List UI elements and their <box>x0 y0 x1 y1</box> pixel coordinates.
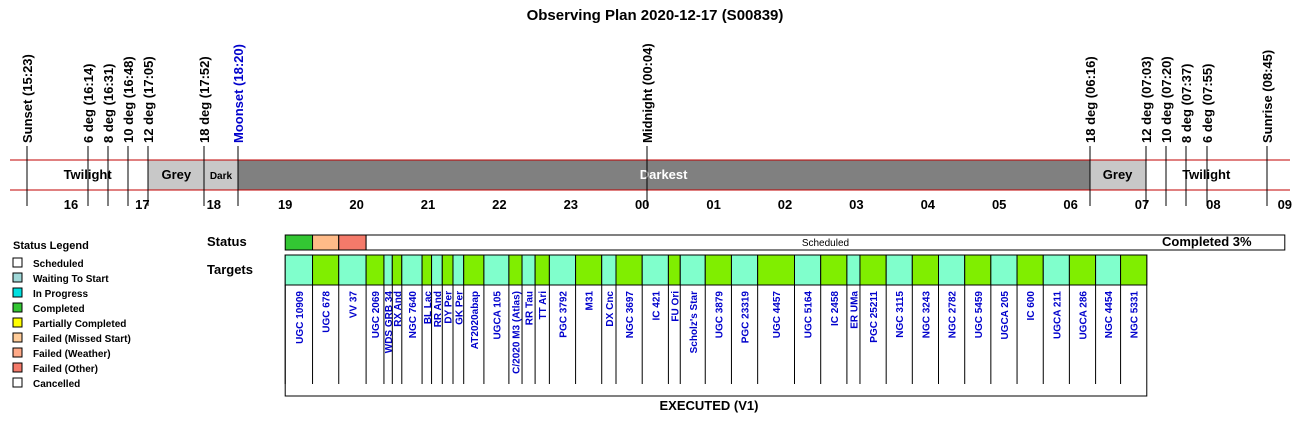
target-block <box>549 255 575 285</box>
completed-percent: Completed 3% <box>1162 234 1252 249</box>
target-block <box>602 255 616 285</box>
target-block <box>453 255 464 285</box>
target-name: ER UMa <box>849 291 861 329</box>
targets-row <box>285 255 1147 396</box>
legend-swatch <box>13 378 22 387</box>
hour-label: 08 <box>1206 197 1221 212</box>
target-block <box>860 255 886 285</box>
target-block <box>339 255 366 285</box>
target-block <box>509 255 522 285</box>
event-label: 10 deg (16:48) <box>121 56 136 143</box>
target-name: NGC 5331 <box>1129 291 1141 339</box>
target-name: UGC 10909 <box>294 291 306 344</box>
event-label: 12 deg (17:05) <box>141 56 156 143</box>
target-block <box>939 255 965 285</box>
event-label: 6 deg (16:14) <box>81 63 96 143</box>
target-name: UGCA 205 <box>999 291 1011 340</box>
target-name: UGCA 211 <box>1052 291 1064 339</box>
legend-item-label: Scheduled <box>33 259 84 270</box>
legend-item-label: Waiting To Start <box>33 274 109 285</box>
hour-label: 09 <box>1277 197 1293 212</box>
target-name: VV 37 <box>348 291 360 319</box>
legend-swatch <box>13 318 22 327</box>
legend-item-label: Failed (Missed Start) <box>33 334 131 345</box>
legend-swatch <box>13 258 22 267</box>
legend-swatch <box>13 333 22 342</box>
target-name: IC 2458 <box>829 291 841 327</box>
legend-item-label: Failed (Weather) <box>33 349 111 360</box>
target-name: UGC 678 <box>321 291 333 333</box>
target-name: BL Lac <box>422 291 434 325</box>
status-legend <box>13 240 131 390</box>
event-label: 12 deg (07:03) <box>1139 56 1154 143</box>
target-block <box>402 255 422 285</box>
plan-title: Observing Plan 2020-12-17 (S00839) <box>526 7 784 24</box>
target-name: PGC 3792 <box>558 291 570 338</box>
target-block <box>1096 255 1121 285</box>
target-name: UGC 5164 <box>803 291 815 339</box>
event-label: 18 deg (06:16) <box>1083 56 1098 143</box>
hour-label: 04 <box>920 197 936 212</box>
target-name: DX Cnc <box>604 291 616 327</box>
target-block <box>821 255 847 285</box>
target-name: AT2020abap <box>469 291 481 350</box>
target-block <box>1069 255 1095 285</box>
event-label: 18 deg (17:52) <box>197 56 212 143</box>
target-block <box>313 255 339 285</box>
event-label: 10 deg (07:20) <box>1159 56 1174 143</box>
target-block <box>442 255 453 285</box>
target-name: NGC 4454 <box>1104 291 1116 339</box>
hour-label: 22 <box>492 197 507 212</box>
hour-label: 21 <box>420 197 436 212</box>
event-label: 6 deg (07:55) <box>1200 63 1215 143</box>
target-name: Scholz's Star <box>688 291 700 354</box>
event-label: Moonset (18:20) <box>231 44 246 143</box>
legend-item-label: Cancelled <box>33 379 81 390</box>
hour-label: 00 <box>634 197 650 212</box>
target-block <box>535 255 549 285</box>
hour-label: 19 <box>277 197 293 212</box>
status-segment <box>285 235 312 250</box>
target-name: UGCA 286 <box>1078 291 1090 340</box>
target-name: IC 421 <box>651 291 663 321</box>
legend-item-label: In Progress <box>33 289 89 300</box>
target-name: NGC 3697 <box>625 291 637 339</box>
target-block <box>522 255 535 285</box>
legend-swatch <box>13 348 22 357</box>
target-block <box>422 255 431 285</box>
target-name: IC 600 <box>1026 291 1038 321</box>
darkness-bands <box>27 160 1267 190</box>
target-name: RX And <box>393 291 405 327</box>
target-name: M31 <box>584 291 596 311</box>
targets-row-label: Targets <box>207 262 253 277</box>
target-block <box>484 255 509 285</box>
band-label: Grey <box>1102 167 1133 182</box>
hour-label: 23 <box>563 197 579 212</box>
event-label: 8 deg (16:31) <box>101 63 116 143</box>
target-block <box>1121 255 1147 285</box>
hour-label: 16 <box>63 197 79 212</box>
target-name: UGCA 105 <box>492 291 504 340</box>
target-name: RR And <box>432 291 444 328</box>
target-name: PGC 25211 <box>869 291 881 343</box>
hour-label: 01 <box>706 197 721 212</box>
target-block <box>965 255 991 285</box>
hour-label: 20 <box>349 197 364 212</box>
status-segment <box>339 235 366 250</box>
target-block <box>384 255 392 285</box>
target-name: UGC 2069 <box>371 291 383 339</box>
target-name: PGC 23319 <box>740 291 752 344</box>
target-name: UGC 3879 <box>714 291 726 339</box>
legend-swatch <box>13 288 22 297</box>
target-block <box>1017 255 1043 285</box>
target-block <box>432 255 443 285</box>
band-label: Darkest <box>639 167 688 182</box>
band-label: Dark <box>209 171 233 182</box>
hour-axis <box>64 197 1292 212</box>
target-block <box>705 255 731 285</box>
status-row <box>285 235 1285 250</box>
target-name: TT Ari <box>538 291 550 320</box>
hour-label: 06 <box>1063 197 1078 212</box>
target-name: NGC 3243 <box>921 291 933 339</box>
status-segment <box>313 235 339 250</box>
target-block <box>758 255 795 285</box>
target-name: C/2020 M3 (Atlas) <box>511 291 523 374</box>
target-name: UGC 5459 <box>973 291 985 339</box>
target-block <box>1043 255 1069 285</box>
hour-label: 03 <box>849 197 864 212</box>
target-block <box>616 255 642 285</box>
band-label: Grey <box>161 167 192 182</box>
target-block <box>794 255 820 285</box>
target-name: DY Per <box>443 291 455 324</box>
target-name: GK Per <box>454 291 466 325</box>
legend-title: Status Legend <box>13 240 89 252</box>
target-block <box>366 255 384 285</box>
target-name: UGC 4457 <box>772 291 784 339</box>
target-block <box>668 255 680 285</box>
event-label: Sunrise (08:45) <box>1260 49 1275 143</box>
target-name: NGC 7640 <box>407 291 419 339</box>
target-block <box>392 255 401 285</box>
legend-item-label: Completed <box>33 304 85 315</box>
target-block <box>847 255 860 285</box>
target-name: NGC 2782 <box>947 291 959 339</box>
target-block <box>464 255 484 285</box>
band-label: Twilight <box>63 167 112 182</box>
hour-label: 18 <box>206 197 222 212</box>
target-name: WDS GRB 34 <box>384 291 396 354</box>
executed-footer: EXECUTED (V1) <box>659 398 759 413</box>
target-block <box>285 255 312 285</box>
hour-label: 02 <box>777 197 793 212</box>
target-name: NGC 3115 <box>895 291 907 338</box>
target-block <box>642 255 668 285</box>
target-name: FU Ori <box>670 291 682 322</box>
target-name: RR Tau <box>524 291 536 326</box>
target-block <box>680 255 705 285</box>
target-block <box>912 255 938 285</box>
hour-label: 05 <box>991 197 1007 212</box>
band-label: Twilight <box>1182 167 1231 182</box>
legend-swatch <box>13 273 22 282</box>
legend-swatch <box>13 363 22 372</box>
legend-item-label: Failed (Other) <box>33 364 99 375</box>
target-block <box>886 255 912 285</box>
legend-item-label: Partially Completed <box>33 319 127 330</box>
hour-label: 07 <box>1134 197 1150 212</box>
event-label: 8 deg (07:37) <box>1179 63 1194 143</box>
status-segment-label: Scheduled <box>801 238 850 249</box>
event-label: Sunset (15:23) <box>20 54 35 143</box>
target-block <box>731 255 757 285</box>
event-label: Midnight (00:04) <box>640 43 655 143</box>
target-block <box>576 255 602 285</box>
target-block <box>991 255 1017 285</box>
hour-label: 17 <box>135 197 150 212</box>
legend-swatch <box>13 303 22 312</box>
status-row-label: Status <box>207 234 247 249</box>
